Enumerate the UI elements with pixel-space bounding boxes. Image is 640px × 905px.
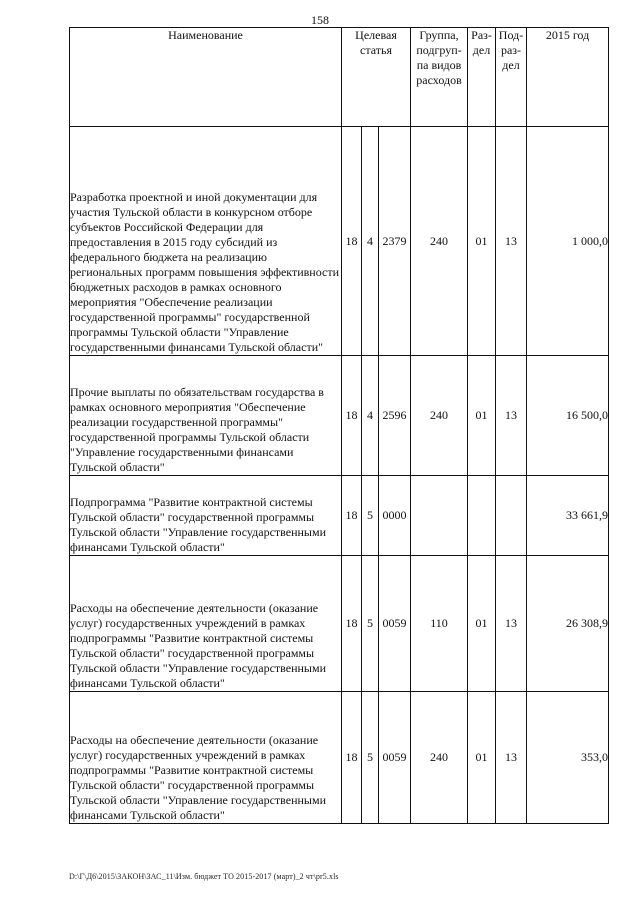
- row-amount: 353,0: [527, 692, 609, 824]
- row-target-subprogram: 5: [362, 556, 379, 692]
- header-section: Раз- дел: [468, 28, 496, 127]
- row-name: Прочие выплаты по обязательствам государства в рамках основного мероприятия "Обеспечение реализации государственной программы" государственной программы Тульской области "Управление государственными финансами Тульской области": [70, 356, 342, 476]
- row-name: Расходы на обеспечение деятельности (оказание услуг) государственных учреждений в рамках подпрограммы "Развитие контрактной системы Тульской области" государственной программы Тульской области "Управление государственными финансами Тульской области": [70, 556, 342, 692]
- row-target-subprogram: 4: [362, 356, 379, 476]
- header-row: [70, 28, 609, 127]
- header-year: 2015 год: [527, 28, 609, 127]
- row-section: 01: [468, 692, 496, 824]
- row-name: Подпрограмма "Развитие контрактной системы Тульской области" государственной программы Тульской области "Управление государственными финансами Тульской области": [70, 476, 342, 556]
- row-amount: 33 661,9: [527, 476, 609, 556]
- row-subsection: [496, 476, 527, 556]
- row-amount: 1 000,0: [527, 127, 609, 356]
- row-section: 01: [468, 356, 496, 476]
- row-target-direction: 0000: [379, 476, 411, 556]
- row-subsection: 13: [496, 127, 527, 356]
- row-target-program: 18: [342, 127, 362, 356]
- header-expense-group: Группа, подгруп- па видов расходов: [411, 28, 468, 127]
- row-target-program: 18: [342, 476, 362, 556]
- table-row: [70, 476, 609, 556]
- table-row: [70, 127, 609, 356]
- row-target-program: 18: [342, 556, 362, 692]
- row-name: Расходы на обеспечение деятельности (оказание услуг) государственных учреждений в рамках подпрограммы "Развитие контрактной системы Тульской области" государственной программы Тульской области "Управление государственными финансами Тульской области": [70, 692, 342, 824]
- table-row: [70, 556, 609, 692]
- row-target-direction: 2596: [379, 356, 411, 476]
- row-amount: 16 500,0: [527, 356, 609, 476]
- row-expense-group: 240: [411, 692, 468, 824]
- row-target-program: 18: [342, 356, 362, 476]
- row-target-subprogram: 5: [362, 692, 379, 824]
- row-target-direction: 0059: [379, 692, 411, 824]
- file-path-footer: D:\Г\Д6\2015\ЗАКОН\ЗАС_11\Изм. бюджет ТО 2015-2017 (март)_2 чт\pr5.xls: [69, 872, 339, 881]
- row-subsection: 13: [496, 356, 527, 476]
- budget-table: [69, 27, 609, 824]
- row-expense-group: [411, 476, 468, 556]
- row-target-program: 18: [342, 692, 362, 824]
- header-target-article: Целевая статья: [342, 28, 411, 127]
- row-section: [468, 476, 496, 556]
- row-subsection: 13: [496, 692, 527, 824]
- page-number: 158: [311, 13, 329, 27]
- row-expense-group: 110: [411, 556, 468, 692]
- table-row: [70, 692, 609, 824]
- row-expense-group: 240: [411, 127, 468, 356]
- row-target-subprogram: 5: [362, 476, 379, 556]
- header-subsection: Под- раз- дел: [496, 28, 527, 127]
- table-row: [70, 356, 609, 476]
- row-expense-group: 240: [411, 356, 468, 476]
- row-amount: 26 308,9: [527, 556, 609, 692]
- row-section: 01: [468, 127, 496, 356]
- row-subsection: 13: [496, 556, 527, 692]
- row-target-subprogram: 4: [362, 127, 379, 356]
- row-name: Разработка проектной и иной документации для участия Тульской области в конкурсном отборе субъектов Российской Федерации для предоставления в 2015 году субсидий из федерального бюджета на реализацию региональных программ повышения эффективности бюджетных расходов в рамках основного мероприятия "Обеспечение реализации государственной программы" государственной программы Тульской области "Управление государственными финансами Тульской области": [70, 127, 342, 356]
- header-name: Наименование: [70, 28, 342, 127]
- row-section: 01: [468, 556, 496, 692]
- row-target-direction: 0059: [379, 556, 411, 692]
- row-target-direction: 2379: [379, 127, 411, 356]
